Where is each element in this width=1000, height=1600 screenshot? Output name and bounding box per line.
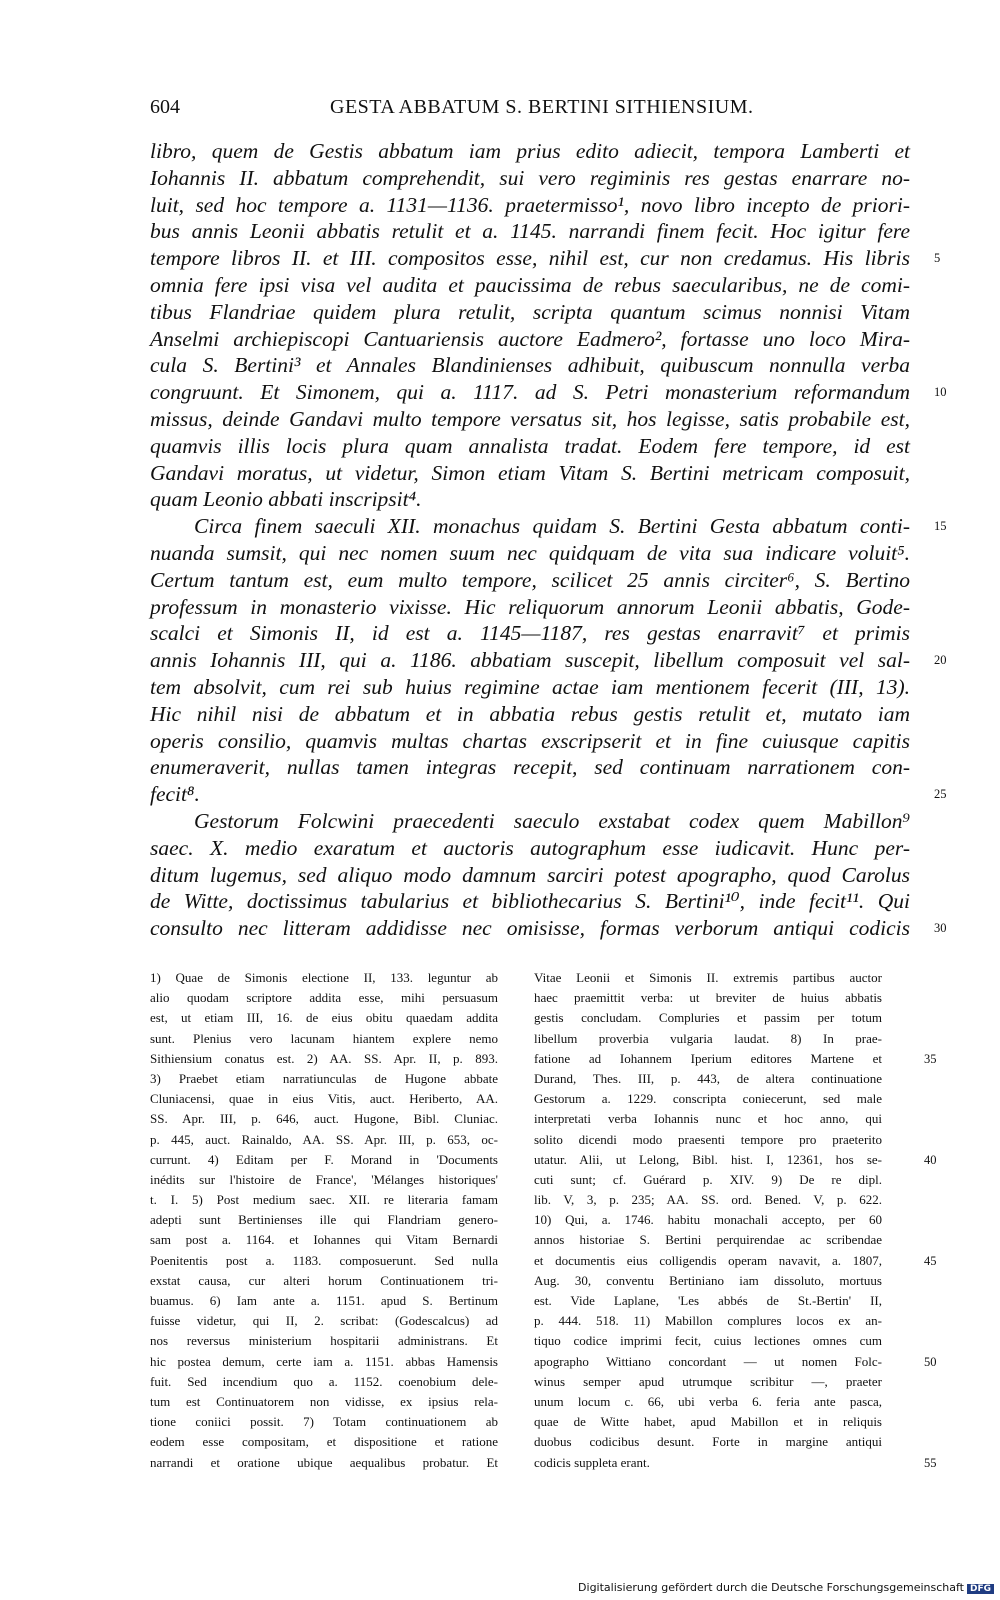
footnote-line <box>150 1453 498 1473</box>
footnote-line <box>534 1230 882 1250</box>
text-line <box>150 594 930 621</box>
line-text: Aug. 30, conventu Bertiniano iam dissoluto, mortuus <box>534 1272 882 1288</box>
line-text: Cluniacensi, quae in eius Vitis, auct. Heriberto, AA. <box>150 1091 498 1107</box>
line-text: Durand, Thes. III, p. 443, de altera continuatione <box>534 1070 882 1086</box>
credit-text: Digitalisierung gefördert durch die Deutsche Forschungsgemeinschaft <box>578 1581 964 1594</box>
margin-line-number: 40 <box>924 1152 937 1167</box>
footnote-line <box>150 968 498 988</box>
dfg-logo: DFG <box>967 1584 994 1594</box>
footnote-line <box>150 1392 498 1412</box>
line-text: solito dicendi modo praesenti tempore pro praeterito <box>534 1131 882 1147</box>
margin-line-number: 30 <box>934 921 947 936</box>
line-text: nuanda sumsit, qui nec nomen suum nec quidquam de vita sua indicare voluit⁵. <box>150 540 910 565</box>
footnote-line <box>534 968 882 988</box>
footnote-line <box>150 1109 498 1129</box>
footnote-line <box>534 1352 937 1372</box>
margin-line-number: 45 <box>924 1253 937 1268</box>
footnote-line <box>534 988 882 1008</box>
footnote-line <box>534 1372 882 1392</box>
footnote-line <box>150 1412 498 1432</box>
line-text: hic postea demum, certe iam a. 1151. abbas Hamensis <box>150 1353 498 1369</box>
footnotes-right-column <box>534 968 937 1473</box>
line-text: Gestorum Folcwini praecedenti saeculo exstabat codex quem Mabillon⁹ <box>194 808 910 833</box>
line-text: 1) Quae de Simonis electione II, 133. leguntur ab <box>150 970 498 985</box>
margin-line-number: 55 <box>924 1455 937 1470</box>
text-line <box>150 888 930 915</box>
line-text: operis consilio, quamvis multas chartas exscripserit et in fine cuiusque capitis <box>150 728 910 753</box>
line-text: Gestorum a. 1229. conscripta coniecerunt, sed male <box>534 1091 882 1107</box>
line-text: et documentis eius colligendis operam navavit, a. 1807, <box>534 1252 882 1268</box>
line-text: luit, sed hoc tempore a. 1131—1136. praetermisso¹, novo libro incepto de priori- <box>150 192 910 217</box>
margin-line-number: 5 <box>934 251 941 266</box>
text-line <box>150 379 947 406</box>
footnote-line <box>150 1230 498 1250</box>
margin-line-number: 35 <box>924 1051 937 1066</box>
footnote-line <box>534 1331 882 1351</box>
line-text: fuisse videtur, qui II, 2. scribat: (Godescalcus) ad <box>150 1313 498 1329</box>
line-text: winus semper apud utrumque scribitur —, praeter <box>534 1373 882 1389</box>
footnote-line <box>534 1170 882 1190</box>
footnote-line <box>150 1311 498 1331</box>
line-text: p. 445, auct. Rainaldo, AA. SS. Apr. III, p. 653, oc- <box>150 1131 498 1147</box>
text-line <box>150 781 947 808</box>
main-text-body <box>150 138 947 942</box>
line-text: 10) Qui, a. 1746. habitu monachali accepto, per 60 <box>534 1212 882 1228</box>
line-text: libellum proverbia vulgaria laudat. 8) In prae- <box>534 1030 882 1046</box>
text-line <box>150 513 947 540</box>
line-text: est, ut etiam III, 16. de eius obitu quaedam addita <box>150 1010 498 1026</box>
line-text: omnia fere ipsi visa vel audita et paucissima de rebus saecularibus, ne de comi- <box>150 272 910 297</box>
line-text: quam Leonio abbati inscripsit⁴. <box>150 487 422 512</box>
text-line <box>150 326 930 353</box>
line-text: missus, deinde Gandavi multo tempore versatus sit, hos legisse, satis probabile est, <box>150 406 910 431</box>
line-text: buamus. 6) Iam ante a. 1151. apud S. Bertinum <box>150 1293 498 1308</box>
margin-line-number: 20 <box>934 653 947 668</box>
footnote-line <box>150 1271 498 1291</box>
footnote-line <box>534 1008 882 1028</box>
footnote-line <box>534 1089 882 1109</box>
line-text: narrandi et oratione ubique aequalibus probatur. Et <box>150 1454 498 1470</box>
line-text: tem absolvit, cum rei sub huius regimine actae iam mentionem fecerit (III, 13). <box>150 674 910 699</box>
line-text: tione coniici possit. 7) Totam continuationem ab <box>150 1414 498 1430</box>
text-line <box>150 835 930 862</box>
footnote-line <box>150 988 498 1008</box>
line-text: Iohannis II. abbatum comprehendit, sui vero regiminis res gestas enarrare no- <box>150 165 910 190</box>
line-text: inédits sur l'histoire de France', 'Mélanges historiques' <box>150 1171 498 1187</box>
text-line <box>150 165 930 192</box>
footnote-line <box>150 1190 498 1210</box>
line-text: libro, quem de Gestis abbatum iam prius edito adiecit, tempora Lamberti et <box>150 139 910 163</box>
line-text: fatione ad Iohannem Iperium editores Martene et <box>534 1050 882 1066</box>
text-line <box>150 299 930 326</box>
footnote-line <box>534 1109 882 1129</box>
line-text: Anselmi archiepiscopi Cantuariensis auctore Eadmero², fortasse uno loco Mira- <box>150 326 910 351</box>
line-text: codicis suppleta erant. <box>534 1454 650 1470</box>
line-text: bus annis Leonii abbatis retulit et a. 1145. narrandi finem fecit. Hoc igitur fere <box>150 219 910 244</box>
line-text: Vitae Leonii et Simonis II. extremis partibus auctor <box>534 970 882 985</box>
footnote-line <box>150 1432 498 1452</box>
footnote-line <box>534 1412 882 1432</box>
line-text: scalci et Simonis II, id est a. 1145—1187, res gestas enarravit⁷ et primis <box>150 621 910 646</box>
footnote-line <box>534 1251 937 1271</box>
line-text: Sithiensium conatus est. 2) AA. SS. Apr. II, p. 893. <box>150 1050 498 1066</box>
footnote-line <box>534 1311 882 1331</box>
text-line <box>150 567 930 594</box>
footnote-line <box>534 1150 937 1170</box>
text-line <box>150 433 930 460</box>
text-line <box>150 138 930 165</box>
line-text: tempore libros II. et III. compositos esse, nihil est, cur non credamus. His libris <box>150 246 910 271</box>
line-text: congruunt. Et Simonem, qui a. 1117. ad S. Petri monasterium reformandum <box>150 380 910 405</box>
footnote-line <box>150 1210 498 1230</box>
footnote-line <box>150 1331 498 1351</box>
line-text: de Witte, doctissimus tabularius et bibliothecarius S. Bertini¹⁰, inde fecit¹¹. Qui <box>150 889 910 914</box>
margin-line-number: 50 <box>924 1354 937 1369</box>
line-text: tiquo codice imprimi fecit, cuius lectiones omnes cum <box>534 1333 882 1349</box>
text-line <box>150 352 930 379</box>
footnote-line <box>150 1029 498 1049</box>
line-text: SS. Apr. III, p. 646, auct. Hugone, Bibl. Cluniac. <box>150 1111 498 1127</box>
margin-line-number: 25 <box>934 787 947 802</box>
text-line <box>150 406 930 433</box>
margin-line-number: 15 <box>934 519 947 534</box>
line-text: exstat causa, cur alteri horum Continuationem tri- <box>150 1272 498 1288</box>
line-text: gestis concludam. Compluries et passim per totum <box>534 1010 882 1026</box>
line-text: Poenitentis post a. 1183. composuerunt. Sed nulla <box>150 1252 498 1268</box>
text-line <box>150 862 930 889</box>
footnote-line <box>534 1291 882 1311</box>
line-text: alio quodam scriptore addita esse, mihi persuasum <box>150 990 498 1006</box>
footnote-line <box>534 1392 882 1412</box>
line-text: nos reversus ministerium hospitarii administrans. Et <box>150 1333 498 1349</box>
line-text: Certum tantum est, eum multo tempore, scilicet 25 annis circiter⁶, S. Bertino <box>150 567 910 592</box>
footnote-line <box>150 1069 498 1089</box>
footnote-line <box>534 1069 882 1089</box>
running-head: GESTA ABBATUM S. BERTINI SITHIENSIUM. <box>330 96 754 118</box>
digitization-credit <box>578 1581 994 1594</box>
line-text: quae de Witte habet, apud Mabillon et in reliquis <box>534 1414 882 1430</box>
text-line <box>150 647 947 674</box>
margin-line-number: 10 <box>934 385 947 400</box>
text-line <box>150 218 930 245</box>
text-line <box>150 540 930 567</box>
footnote-line <box>150 1008 498 1028</box>
line-text: cuti sunt; cf. Guérard p. XIV. 9) De re dipl. <box>534 1171 882 1187</box>
line-text: tum est Continuatorem non vidisse, ex ipsius rela- <box>150 1393 498 1409</box>
text-line <box>150 245 941 272</box>
text-line <box>150 486 930 513</box>
line-text: duobus codicibus desunt. Forte in margine antiqui <box>534 1434 882 1450</box>
text-line <box>150 272 930 299</box>
footnote-line <box>534 1049 937 1069</box>
footnotes-left-column <box>150 968 498 1473</box>
line-text: p. 444. 518. 11) Mabillon complures locos ex an- <box>534 1313 882 1329</box>
footnote-line <box>150 1089 498 1109</box>
footnote-line <box>534 1453 937 1473</box>
line-text: consulto nec litteram addidisse nec omisisse, formas verborum antiqui codicis <box>150 916 910 941</box>
line-text: fecit⁸. <box>150 782 200 807</box>
line-text: annis Iohannis III, qui a. 1186. abbatiam suscepit, libellum composuit vel sal- <box>150 648 910 673</box>
footnote-line <box>534 1432 882 1452</box>
footnote-line <box>534 1271 882 1291</box>
line-text: annos historiae S. Bertini perquirendae ac scribendae <box>534 1232 882 1248</box>
line-text: interpretati verba Iohannis nunc et hoc anno, qui <box>534 1111 882 1127</box>
line-text: apographo Wittiano concordant — ut nomen Folc- <box>534 1353 882 1369</box>
line-text: sunt. Plenius vero lacunam hiantem explere nemo <box>150 1030 498 1046</box>
footnote-line <box>150 1251 498 1271</box>
text-line <box>150 192 930 219</box>
page-number: 604 <box>150 96 180 118</box>
line-text: quamvis illis locis plura quam annalista tradat. Eodem fere tempore, id est <box>150 433 910 458</box>
footnote-line <box>534 1130 882 1150</box>
line-text: haec praemittit verba: ut breviter de huius abbatis <box>534 990 882 1006</box>
line-text: t. I. 5) Post medium saec. XII. re literaria famam <box>150 1192 498 1208</box>
text-line <box>150 915 947 942</box>
line-text: lib. V, 3, p. 235; AA. SS. ord. Bened. V, p. 622. <box>534 1192 882 1208</box>
text-line <box>150 728 930 755</box>
line-text: Hic nihil nisi de abbatum et in abbatia rebus gestis retulit et, mutato iam <box>150 701 910 726</box>
line-text: Circa finem saeculi XII. monachus quidam S. Bertini Gesta abbatum conti- <box>194 514 910 539</box>
line-text: 3) Praebet etiam narratiunculas de Hugone abbate <box>150 1070 498 1086</box>
text-line <box>150 674 930 701</box>
text-line <box>150 460 930 487</box>
text-line <box>150 808 930 835</box>
line-text: sam post a. 1164. et Iohannes qui Vitam Bernardi <box>150 1232 498 1248</box>
line-text: tibus Flandriae quidem plura retulit, scripta quantum scimus nonnisi Vitam <box>150 299 910 324</box>
text-line <box>150 620 930 647</box>
line-text: unum locum c. 66, ubi verba 6. feria ante pasca, <box>534 1393 882 1409</box>
footnote-line <box>150 1049 498 1069</box>
line-text: utatur. Alii, ut Lelong, Bibl. hist. I, 12361, hos se- <box>534 1151 882 1167</box>
line-text: est. Vide Laplane, 'Les abbés de St.-Bertin' II, <box>534 1293 882 1308</box>
line-text: saec. X. medio exaratum et auctoris autographum esse iudicavit. Hunc per- <box>150 835 910 860</box>
text-line <box>150 701 930 728</box>
line-text: fuit. Sed incendium quo a. 1152. coenobium dele- <box>150 1373 498 1389</box>
line-text: adepti sunt Bertinienses ille qui Flandriam genero- <box>150 1212 498 1228</box>
page-header <box>150 96 910 124</box>
text-line <box>150 754 930 781</box>
footnote-line <box>150 1372 498 1392</box>
footnote-line <box>150 1352 498 1372</box>
footnote-line <box>150 1130 498 1150</box>
footnote-line <box>534 1210 882 1230</box>
footnote-line <box>150 1170 498 1190</box>
footnote-line <box>534 1029 882 1049</box>
line-text: professum in monasterio vixisse. Hic reliquorum annorum Leonii abbatis, Gode- <box>150 594 910 619</box>
line-text: ditum lugemus, sed aliquo modo damnum sarciri potest apographo, quod Carolus <box>150 862 910 887</box>
line-text: Gandavi moratus, ut videtur, Simon etiam Vitam S. Bertini metricam composuit, <box>150 460 910 485</box>
line-text: cula S. Bertini³ et Annales Blandinienses adhibuit, quibuscum nonnulla verba <box>150 353 910 378</box>
footnote-line <box>150 1150 498 1170</box>
line-text: currunt. 4) Editam per F. Morand in 'Documents <box>150 1151 498 1167</box>
line-text: eodem esse compositam, et dispositione et ratione <box>150 1434 498 1450</box>
line-text: enumeraverit, nullas tamen integras recepit, sed continuam narrationem con- <box>150 755 910 780</box>
footnote-line <box>534 1190 882 1210</box>
footnote-line <box>150 1291 498 1311</box>
